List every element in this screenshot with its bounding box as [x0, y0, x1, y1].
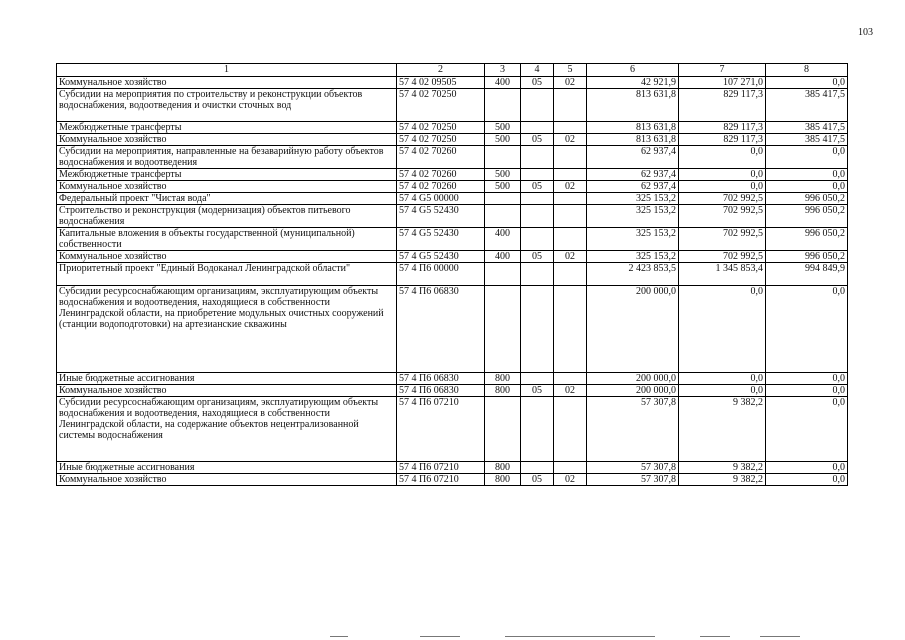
expense-type-cell: 500: [485, 134, 521, 146]
subsection-cell: [554, 193, 587, 205]
table-row: [57, 251, 848, 263]
column-header: 7: [679, 64, 766, 77]
subsection-cell: 02: [554, 77, 587, 89]
amount-year-3-cell: 385 417,5: [766, 134, 848, 146]
amount-year-3-cell: 385 417,5: [766, 122, 848, 134]
section-cell: [521, 286, 554, 373]
column-header: 8: [766, 64, 848, 77]
section-cell: [521, 146, 554, 169]
section-cell: [521, 228, 554, 251]
amount-year-1-cell: 62 937,4: [587, 169, 679, 181]
subsection-cell: [554, 397, 587, 462]
subsection-cell: 02: [554, 251, 587, 263]
section-cell: 05: [521, 181, 554, 193]
table-row: [57, 89, 848, 122]
section-cell: [521, 169, 554, 181]
amount-year-1-cell: 42 921,9: [587, 77, 679, 89]
subsection-cell: [554, 205, 587, 228]
target-article-cell: 57 4 02 70250: [397, 89, 485, 122]
target-article-cell: 57 4 02 09505: [397, 77, 485, 89]
section-cell: [521, 462, 554, 474]
section-cell: [521, 373, 554, 385]
expense-type-cell: [485, 397, 521, 462]
section-cell: [521, 89, 554, 122]
amount-year-2-cell: 1 345 853,4: [679, 263, 766, 286]
section-cell: [521, 263, 554, 286]
expense-type-cell: [485, 205, 521, 228]
table-row: [57, 286, 848, 373]
subsection-cell: [554, 89, 587, 122]
amount-year-2-cell: 829 117,3: [679, 89, 766, 122]
row-name-cell: Коммунальное хозяйство: [57, 181, 397, 193]
subsection-cell: [554, 373, 587, 385]
amount-year-2-cell: 9 382,2: [679, 474, 766, 486]
expense-type-cell: 500: [485, 122, 521, 134]
section-cell: 05: [521, 134, 554, 146]
column-number-row: [57, 64, 848, 77]
row-name-cell: Межбюджетные трансферты: [57, 169, 397, 181]
amount-year-2-cell: 829 117,3: [679, 134, 766, 146]
amount-year-1-cell: 813 631,8: [587, 89, 679, 122]
table-row: [57, 385, 848, 397]
amount-year-1-cell: 2 423 853,5: [587, 263, 679, 286]
amount-year-2-cell: 0,0: [679, 286, 766, 373]
amount-year-3-cell: 0,0: [766, 146, 848, 169]
column-header: 6: [587, 64, 679, 77]
amount-year-1-cell: 57 307,8: [587, 474, 679, 486]
row-name-cell: Коммунальное хозяйство: [57, 474, 397, 486]
subsection-cell: 02: [554, 134, 587, 146]
table-row: [57, 263, 848, 286]
row-name-cell: Федеральный проект "Чистая вода": [57, 193, 397, 205]
table-row: [57, 169, 848, 181]
target-article-cell: 57 4 G5 00000: [397, 193, 485, 205]
expense-type-cell: [485, 146, 521, 169]
target-article-cell: 57 4 G5 52430: [397, 205, 485, 228]
amount-year-3-cell: 996 050,2: [766, 228, 848, 251]
target-article-cell: 57 4 П6 06830: [397, 385, 485, 397]
subsection-cell: [554, 263, 587, 286]
expense-type-cell: 800: [485, 462, 521, 474]
page-number: 103: [858, 27, 873, 38]
amount-year-3-cell: 994 849,9: [766, 263, 848, 286]
row-name-cell: Капитальные вложения в объекты государственной (муниципальной) собственности: [57, 228, 397, 251]
row-name-cell: Субсидии ресурсоснабжающим организациям, эксплуатирующим объекты водоснабжения и водоотведения, находящиеся в собственности Ленинградской области, на приобретение модульных очистных сооружений (станции водоподготовки) на артезианские скважины: [57, 286, 397, 373]
amount-year-1-cell: 813 631,8: [587, 122, 679, 134]
scan-footer-artifact: [0, 628, 905, 640]
amount-year-2-cell: 9 382,2: [679, 462, 766, 474]
subsection-cell: 02: [554, 474, 587, 486]
amount-year-1-cell: 62 937,4: [587, 181, 679, 193]
expense-type-cell: [485, 193, 521, 205]
amount-year-1-cell: 200 000,0: [587, 385, 679, 397]
section-cell: [521, 397, 554, 462]
subsection-cell: [554, 122, 587, 134]
target-article-cell: 57 4 02 70260: [397, 169, 485, 181]
table-row: [57, 373, 848, 385]
section-cell: [521, 122, 554, 134]
amount-year-1-cell: 325 153,2: [587, 228, 679, 251]
section-cell: [521, 193, 554, 205]
subsection-cell: [554, 228, 587, 251]
table-row: [57, 181, 848, 193]
column-header: 4: [521, 64, 554, 77]
target-article-cell: 57 4 П6 07210: [397, 474, 485, 486]
section-cell: 05: [521, 251, 554, 263]
amount-year-2-cell: 0,0: [679, 181, 766, 193]
row-name-cell: Коммунальное хозяйство: [57, 251, 397, 263]
amount-year-2-cell: 9 382,2: [679, 397, 766, 462]
amount-year-2-cell: 702 992,5: [679, 205, 766, 228]
subsection-cell: 02: [554, 385, 587, 397]
amount-year-1-cell: 325 153,2: [587, 193, 679, 205]
subsection-cell: 02: [554, 181, 587, 193]
column-header: 1: [57, 64, 397, 77]
table-row: [57, 134, 848, 146]
row-name-cell: Строительство и реконструкция (модернизация) объектов питьевого водоснабжения: [57, 205, 397, 228]
amount-year-1-cell: 57 307,8: [587, 462, 679, 474]
amount-year-1-cell: 813 631,8: [587, 134, 679, 146]
amount-year-2-cell: 829 117,3: [679, 122, 766, 134]
column-header: 5: [554, 64, 587, 77]
expense-type-cell: 500: [485, 169, 521, 181]
row-name-cell: Субсидии на мероприятия по строительству и реконструкции объектов водоснабжения, водоотведения и очистки сточных вод: [57, 89, 397, 122]
amount-year-1-cell: 200 000,0: [587, 286, 679, 373]
amount-year-3-cell: 996 050,2: [766, 251, 848, 263]
amount-year-2-cell: 0,0: [679, 169, 766, 181]
table-row: [57, 205, 848, 228]
expense-type-cell: [485, 286, 521, 373]
row-name-cell: Субсидии на мероприятия, направленные на безаварийную работу объектов водоснабжения и водоотведения: [57, 146, 397, 169]
section-cell: 05: [521, 77, 554, 89]
row-name-cell: Иные бюджетные ассигнования: [57, 462, 397, 474]
target-article-cell: 57 4 П6 07210: [397, 462, 485, 474]
table-row: [57, 462, 848, 474]
row-name-cell: Межбюджетные трансферты: [57, 122, 397, 134]
row-name-cell: Субсидии ресурсоснабжающим организациям, эксплуатирующим объекты водоснабжения и водоотведения, находящиеся в собственности Ленинградской области, на содержание объектов нецентрализованной системы водоснабжения: [57, 397, 397, 462]
amount-year-2-cell: 0,0: [679, 146, 766, 169]
table-row: [57, 397, 848, 462]
amount-year-3-cell: 0,0: [766, 373, 848, 385]
amount-year-2-cell: 702 992,5: [679, 228, 766, 251]
amount-year-1-cell: 200 000,0: [587, 373, 679, 385]
amount-year-2-cell: 0,0: [679, 385, 766, 397]
amount-year-1-cell: 62 937,4: [587, 146, 679, 169]
column-header: 2: [397, 64, 485, 77]
subsection-cell: [554, 462, 587, 474]
target-article-cell: 57 4 П6 06830: [397, 373, 485, 385]
section-cell: 05: [521, 474, 554, 486]
expense-type-cell: [485, 263, 521, 286]
budget-table: [56, 63, 848, 486]
amount-year-3-cell: 0,0: [766, 462, 848, 474]
expense-type-cell: 500: [485, 181, 521, 193]
column-header: 3: [485, 64, 521, 77]
table-row: [57, 122, 848, 134]
table-row: [57, 146, 848, 169]
section-cell: 05: [521, 385, 554, 397]
target-article-cell: 57 4 02 70250: [397, 134, 485, 146]
amount-year-3-cell: 0,0: [766, 169, 848, 181]
row-name-cell: Коммунальное хозяйство: [57, 77, 397, 89]
amount-year-1-cell: 325 153,2: [587, 205, 679, 228]
amount-year-3-cell: 0,0: [766, 286, 848, 373]
amount-year-3-cell: 996 050,2: [766, 193, 848, 205]
amount-year-3-cell: 0,0: [766, 77, 848, 89]
target-article-cell: 57 4 02 70250: [397, 122, 485, 134]
target-article-cell: 57 4 G5 52430: [397, 251, 485, 263]
target-article-cell: 57 4 02 70260: [397, 181, 485, 193]
table-body: [57, 77, 848, 486]
subsection-cell: [554, 286, 587, 373]
amount-year-3-cell: 385 417,5: [766, 89, 848, 122]
target-article-cell: 57 4 П6 00000: [397, 263, 485, 286]
amount-year-3-cell: 0,0: [766, 397, 848, 462]
table-row: [57, 474, 848, 486]
expense-type-cell: 800: [485, 373, 521, 385]
row-name-cell: Коммунальное хозяйство: [57, 385, 397, 397]
row-name-cell: Иные бюджетные ассигнования: [57, 373, 397, 385]
expense-type-cell: 400: [485, 77, 521, 89]
subsection-cell: [554, 146, 587, 169]
amount-year-2-cell: 702 992,5: [679, 193, 766, 205]
expense-type-cell: 400: [485, 251, 521, 263]
section-cell: [521, 205, 554, 228]
table-row: [57, 228, 848, 251]
table-row: [57, 193, 848, 205]
row-name-cell: Коммунальное хозяйство: [57, 134, 397, 146]
expense-type-cell: 400: [485, 228, 521, 251]
amount-year-1-cell: 57 307,8: [587, 397, 679, 462]
row-name-cell: Приоритетный проект "Единый Водоканал Ленинградской области": [57, 263, 397, 286]
amount-year-1-cell: 325 153,2: [587, 251, 679, 263]
amount-year-3-cell: 0,0: [766, 181, 848, 193]
target-article-cell: 57 4 П6 06830: [397, 286, 485, 373]
subsection-cell: [554, 169, 587, 181]
expense-type-cell: 800: [485, 474, 521, 486]
amount-year-3-cell: 0,0: [766, 474, 848, 486]
target-article-cell: 57 4 G5 52430: [397, 228, 485, 251]
amount-year-3-cell: 996 050,2: [766, 205, 848, 228]
target-article-cell: 57 4 02 70260: [397, 146, 485, 169]
amount-year-2-cell: 107 271,0: [679, 77, 766, 89]
target-article-cell: 57 4 П6 07210: [397, 397, 485, 462]
table-row: [57, 77, 848, 89]
amount-year-2-cell: 0,0: [679, 373, 766, 385]
amount-year-2-cell: 702 992,5: [679, 251, 766, 263]
amount-year-3-cell: 0,0: [766, 385, 848, 397]
expense-type-cell: [485, 89, 521, 122]
expense-type-cell: 800: [485, 385, 521, 397]
